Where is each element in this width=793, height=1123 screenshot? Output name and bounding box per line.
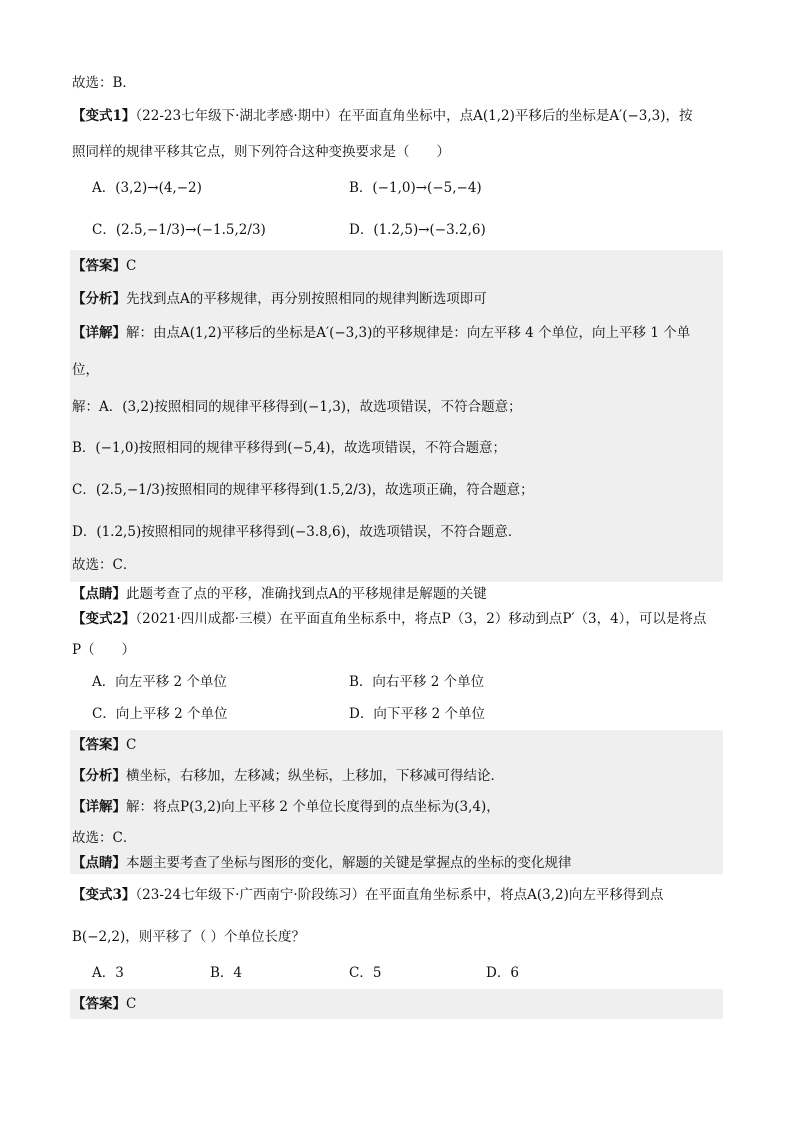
variant2-answer: 【答案】C <box>72 737 137 753</box>
variant1-tag: 【变式1】 <box>72 108 136 124</box>
variant1-option-c: C．(2.5,−1/3)→(−1.5,2/3) <box>92 222 266 238</box>
variant1-option-a: A．(3,2)→(4,−2) <box>92 180 202 196</box>
variant3-question-line2: B(−2,2)，则平移了（ ）个单位长度？ <box>72 929 306 945</box>
variant1-detail-a: 解：A．(3,2)按照相同的规律平移得到(−1,3)，故选项错误，不符合题意； <box>72 399 522 415</box>
variant2-question-line2: P（ ） <box>72 642 136 658</box>
variant1-option-b: B．(−1,0)→(−5,−4) <box>349 180 482 196</box>
variant3-option-d: D．6 <box>486 965 519 981</box>
variant1-choose: 故选：C． <box>72 557 137 573</box>
variant1-question-line2: 照同样的规律平移其它点，则下列符合这种变换要求是（ ） <box>72 144 450 160</box>
variant3-question-line1: 【变式3】（23-24七年级下·广西南宁·阶段练习）在平面直角坐标系中，将点A(3,2)向左平移得到点 <box>72 887 664 903</box>
variant3-tag: 【变式3】 <box>72 887 136 903</box>
variant1-detail-c: C．(2.5,−1/3)按照相同的规律平移得到(1.5,2/3)，故选项正确，符合题意； <box>72 482 534 498</box>
variant1-detail-line1: 【详解】解：由点A(1,2)平移后的坐标是A′(−3,3)的平移规律是：向左平移 4 个单位，向上平移 1 个单 <box>72 325 691 341</box>
variant1-detail-line2: 位， <box>72 362 99 378</box>
variant2-choose: 故选：C． <box>72 830 137 846</box>
variant2-question-line1: 【变式2】（2021·四川成都·三模）在平面直角坐标系中，将点P（3，2）移动到点P′（3，4），可以是将点 <box>72 611 707 627</box>
variant3-answer: 【答案】C <box>72 996 137 1012</box>
variant3-option-a: A．3 <box>92 965 124 981</box>
variant1-analysis: 【分析】先找到点A的平移规律，再分别按照相同的规律判断选项即可 <box>72 291 487 307</box>
variant2-detail: 【详解】解：将点P(3,2)向上平移 2 个单位长度得到的点坐标为(3,4)， <box>72 799 500 815</box>
variant2-comment: 【点睛】本题主要考查了坐标与图形的变化，解题的关键是掌握点的坐标的变化规律 <box>72 855 572 871</box>
variant2-option-d: D．向下平移 2 个单位 <box>349 706 485 722</box>
variant1-detail-d: D．(1.2,5)按照相同的规律平移得到(−3.8,6)，故选项错误，不符合题意． <box>72 524 522 540</box>
variant2-analysis: 【分析】横坐标，右移加，左移减；纵坐标，上移加，下移减可得结论． <box>72 768 504 784</box>
variant3-option-b: B．4 <box>210 965 243 981</box>
variant1-answer: 【答案】C <box>72 258 137 274</box>
variant1-comment: 【点睛】此题考查了点的平移，准确找到点A的平移规律是解题的关键 <box>72 586 487 602</box>
variant1-option-d: D．(1.2,5)→(−3.2,6) <box>349 222 486 238</box>
variant1-detail-b: B．(−1,0)按照相同的规律平移得到(−5,4)，故选项错误，不符合题意； <box>72 440 507 456</box>
variant1-question-line1: 【变式1】（22-23七年级下·湖北孝感·期中）在平面直角坐标中，点A(1,2)平移后的坐标是A′(−3,3)，按 <box>72 108 693 124</box>
variant2-option-b: B．向右平移 2 个单位 <box>349 674 485 690</box>
variant2-option-a: A．向左平移 2 个单位 <box>92 674 227 690</box>
variant2-option-c: C．向上平移 2 个单位 <box>92 706 228 722</box>
variant2-tag: 【变式2】 <box>72 611 136 627</box>
prev-choose: 故选：B． <box>72 75 136 91</box>
variant3-option-c: C．5 <box>349 965 382 981</box>
answer-block-3 <box>70 989 723 1019</box>
